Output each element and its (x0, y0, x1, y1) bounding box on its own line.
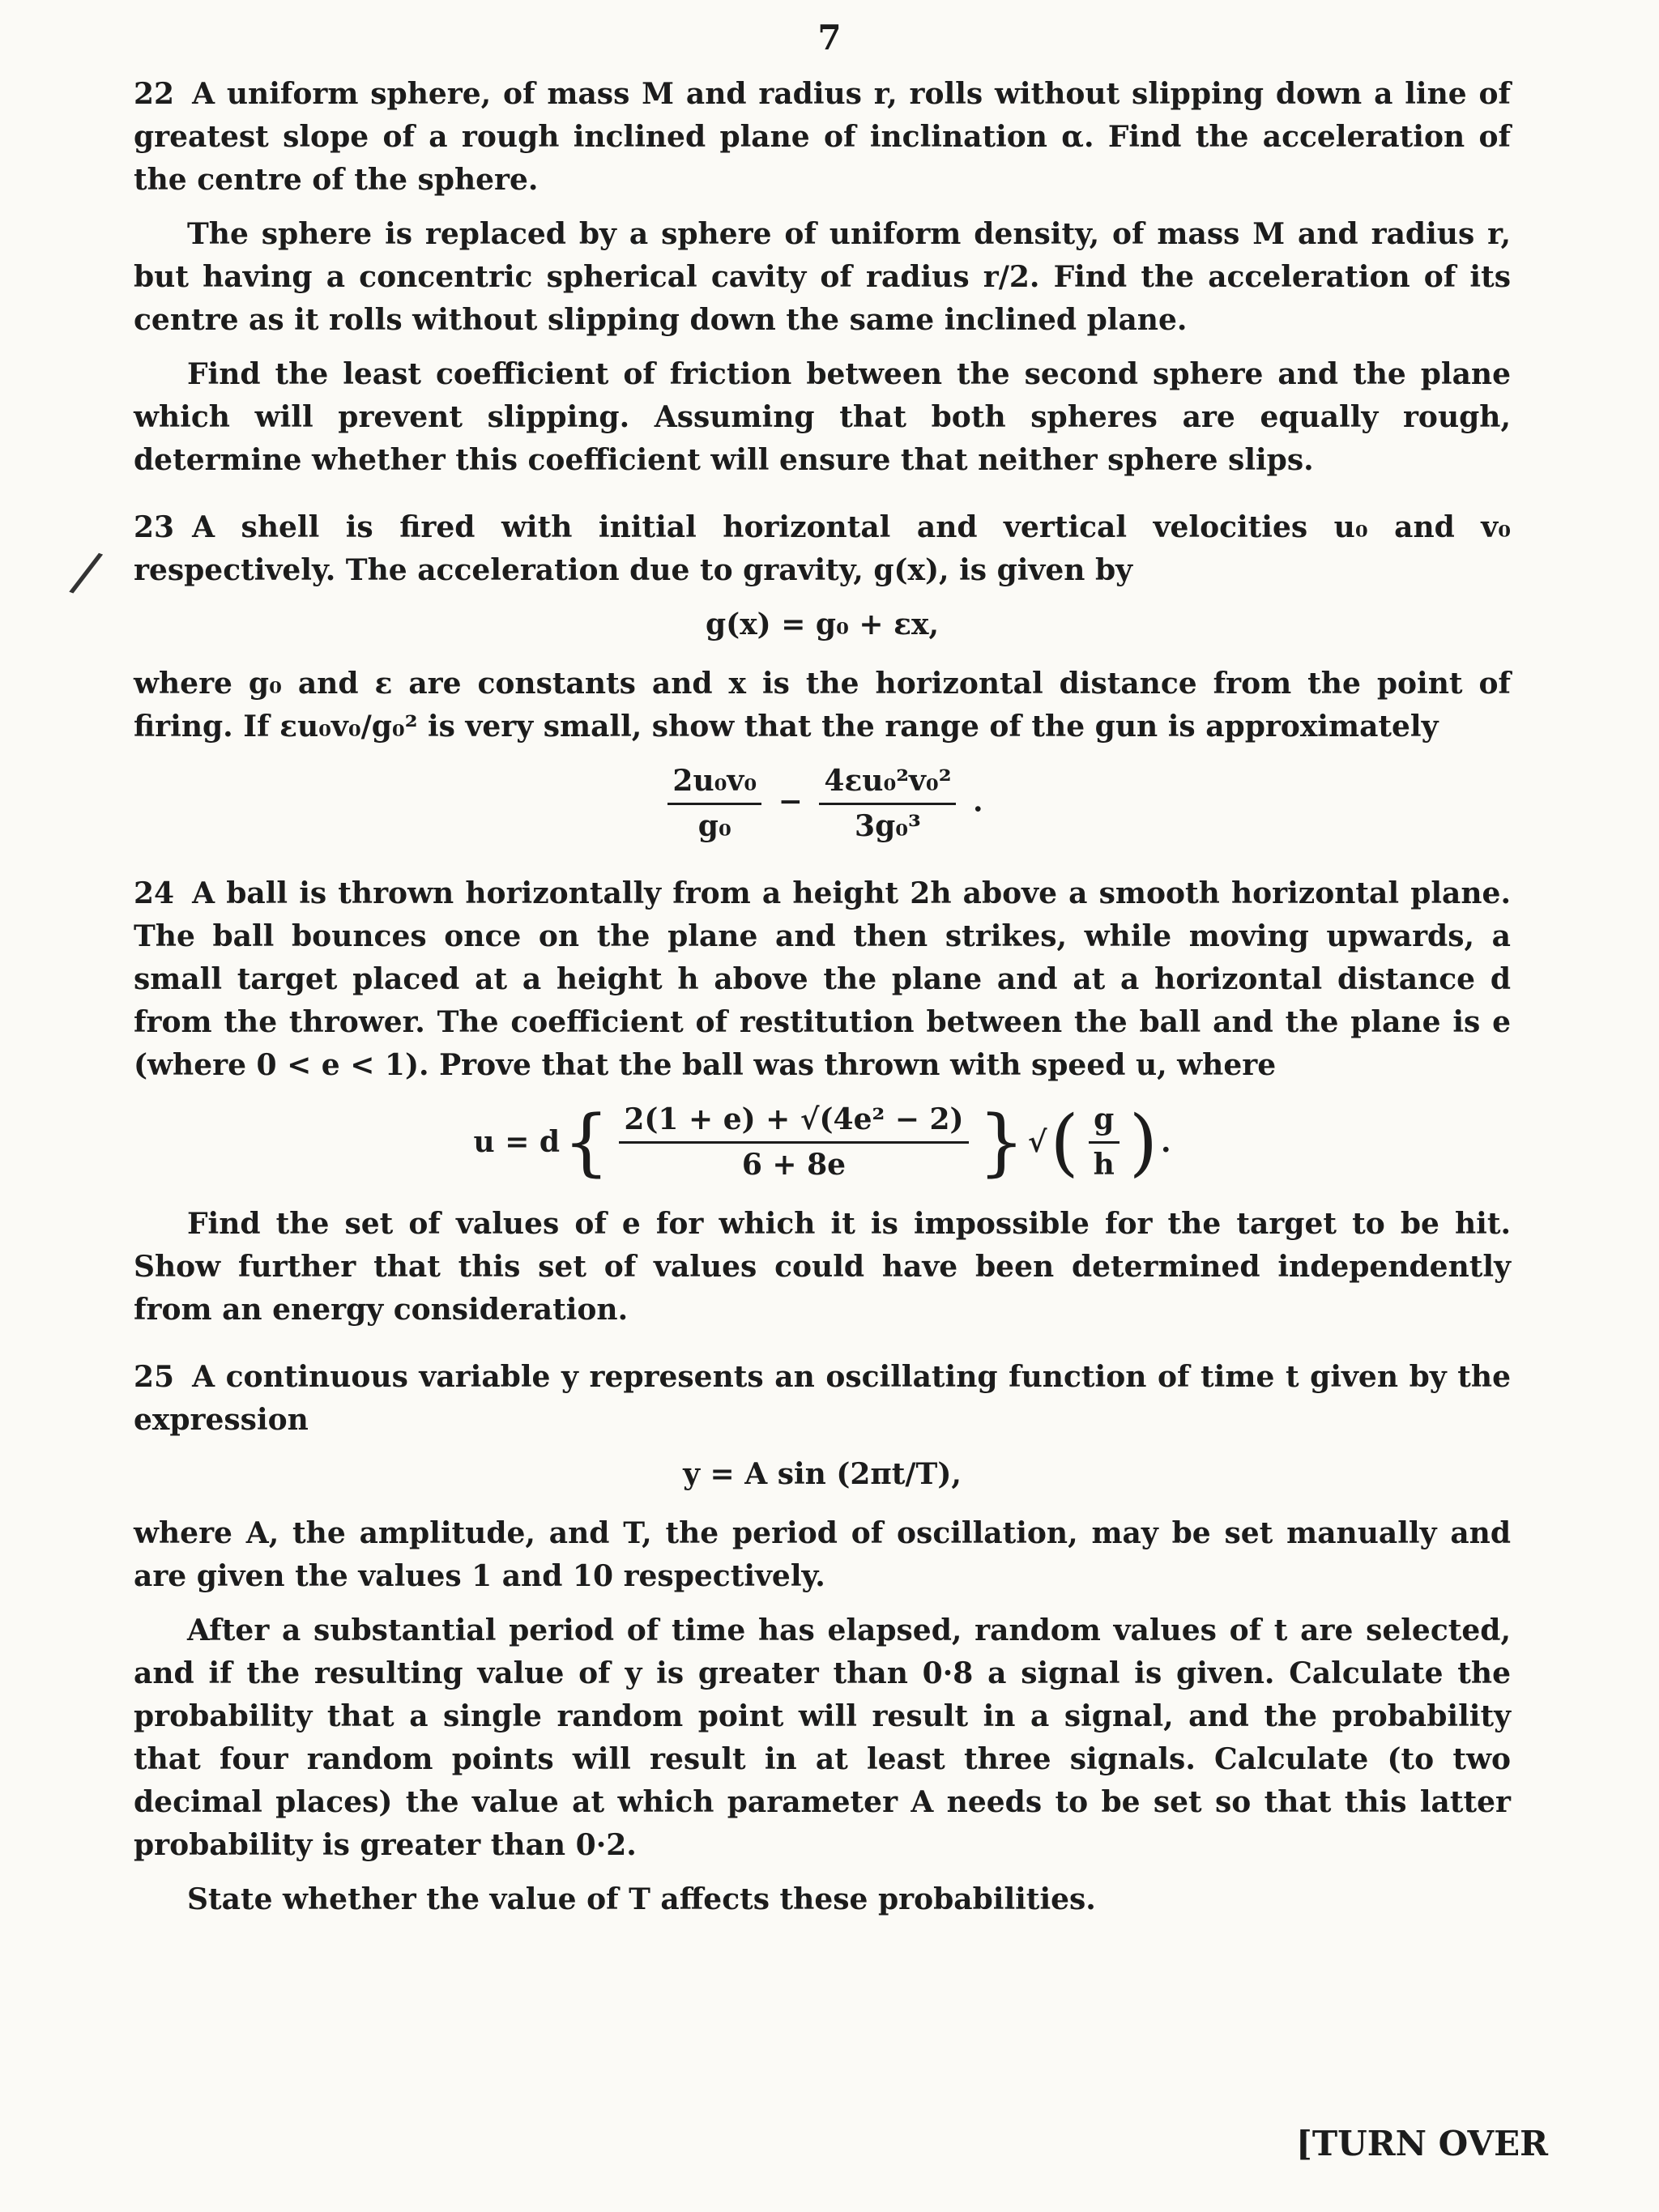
question-25 (134, 1356, 1511, 1921)
page-number: 7 (817, 18, 842, 58)
turn-over-label: [TURN OVER (1295, 2124, 1548, 2163)
question-25-para-2: where A, the amplitude, and T, the period of oscillation, may be set manually and are given the values 1 and 10 respectively. (134, 1516, 1511, 1593)
exam-content (134, 73, 1511, 1946)
question-number: 24 (134, 876, 175, 910)
question-number: 22 (134, 77, 175, 111)
question-24-para-1: 24 A ball is thrown horizontally from a height 2h above a smooth horizontal plane. The ball bounces once on the plane and then strikes, while moving upwards, a small target placed at a height h above the plane and at a horizontal distance d from the thrower. The coefficient of restitution between the ball and the plane is e (where 0 < e < 1). Prove that the ball was thrown with speed u, where (134, 876, 1511, 1082)
question-23-para-2: where g₀ and ε are constants and x is the horizontal distance from the point of firing. If εu₀v₀/g₀² is very small, show that the range of the gun is approximately (134, 667, 1511, 744)
question-22-para-1: 22 A uniform sphere, of mass M and radius r, rolls without slipping down a line of greatest slope of a rough inclined plane of inclination α. Find the acceleration of the centre of the sphere. (134, 77, 1511, 197)
speed-formula: u = d { $\frac{\text{2(1 + e) + √(4e² − 2)}}{6 + 8e}$ } √ ( $\frac{g}{h}$ ) . (134, 1098, 1511, 1187)
g-over-h-fraction: $\frac{g}{h}$ (1089, 1098, 1120, 1187)
question-25-para-3: After a substantial period of time has elapsed, random values of t are selected, and if the resulting value of y is greater than 0·8 a signal is given. Calculate the probability that a single random point will result in a signal, and the probability that four random points will result in at least three signals. Calculate (to two decimal places) the value at which parameter A needs to be set so that this latter probability is greater than 0·2. (134, 1613, 1511, 1862)
oscillation-equation: y = A sin (2πt/T), (683, 1457, 962, 1491)
question-25-para-4: State whether the value of T affects these probabilities. (187, 1882, 1096, 1916)
question-23-para-1: 23 A shell is fired with initial horizontal and vertical velocities u₀ and v₀ respectively. The acceleration due to gravity, g(x), is given by (134, 510, 1511, 587)
speed-fraction: $\frac{\text{2(1 + e) + √(4e² − 2)}}{6 + 8e}$ (619, 1098, 968, 1187)
question-22 (134, 73, 1511, 482)
question-number: 25 (134, 1360, 175, 1394)
gravity-equation: g(x) = g₀ + εx, (706, 607, 939, 641)
question-24 (134, 872, 1511, 1332)
range-formula: $\frac{\text{2u₀v₀}}{\text{g₀}}$ − $\frac{\text{4εu₀²v₀²}}{\text{3g₀³}}$ . (134, 760, 1511, 848)
margin-pen-mark: / (66, 537, 107, 607)
question-number: 23 (134, 510, 175, 544)
question-22-para-2: The sphere is replaced by a sphere of uniform density, of mass M and radius r, but having a concentric spherical cavity of radius r/2. Find the acceleration of its centre as it rolls without slipping down the same inclined plane. (134, 217, 1511, 337)
question-24-para-2: Find the set of values of e for which it is impossible for the target to be hit. Show further that this set of values could have been determined independently from an energy consideration. (134, 1207, 1511, 1327)
question-23 (134, 506, 1511, 848)
question-25-para-1: 25 A continuous variable y represents an oscillating function of time t given by the expression (134, 1360, 1511, 1437)
range-fraction-1: $\frac{\text{2u₀v₀}}{\text{g₀}}$ (667, 760, 761, 848)
range-fraction-2: $\frac{\text{4εu₀²v₀²}}{\text{3g₀³}}$ (819, 760, 956, 848)
question-22-para-3: Find the least coefficient of friction between the second sphere and the plane which will prevent slipping. Assuming that both spheres are equally rough, determine whether this coefficient will ensure that neither sphere slips. (134, 357, 1511, 477)
